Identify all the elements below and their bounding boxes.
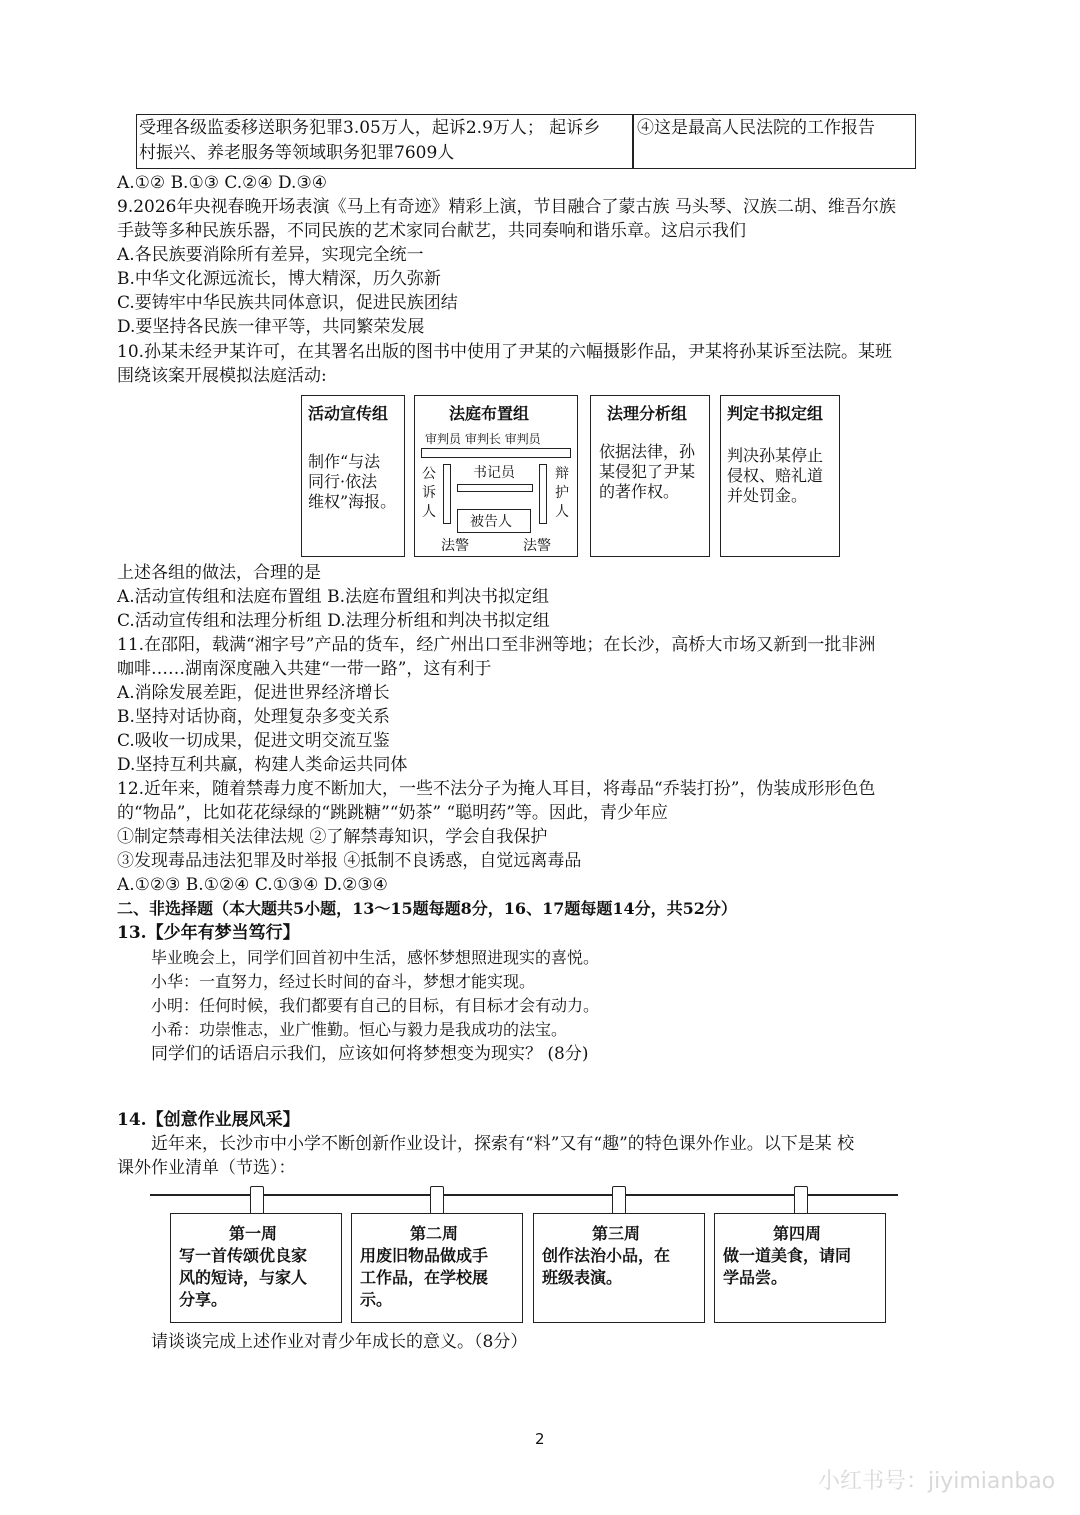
card-week3-line2: 班级表演。 (542, 1268, 623, 1287)
prosecutor-char-1: 公 (422, 466, 436, 482)
q14-question: 请谈谈完成上述作业对青少年成长的意义。（8分） (151, 1332, 528, 1352)
q12-statements-12: ①制定禁毒相关法律法规 ②了解禁毒知识，学会自我保护 (117, 827, 548, 847)
group-analysis-line1: 依据法律，孙 (599, 442, 696, 461)
group-publicity-line1: 制作“与法 (308, 452, 381, 471)
q13-title: 13.【少年有梦当笃行】 (117, 923, 300, 943)
group-judgment-line2: 侵权、赔礼道 (727, 466, 824, 485)
card-week4-line2: 学品尝。 (723, 1268, 788, 1287)
defender-char-1: 辩 (555, 466, 569, 482)
homework-card-week1 (170, 1213, 342, 1323)
q9-stem-1: 9.2026年央视春晚开场表演《马上有奇迹》精彩上演，节目融合了蒙古族 马头琴、汉族二胡、维吾尔族 (117, 197, 896, 217)
group-judgment-title: 判定书拟定组 (727, 404, 824, 423)
group-publicity-line2: 同行·依法 (308, 472, 378, 491)
q10-options-cd: C.活动宣传组和法理分析组 D.法理分析组和判决书拟定组 (117, 611, 550, 631)
group-publicity (301, 395, 405, 557)
table-right-cell: ④这是最高人民法院的工作报告 (637, 118, 875, 138)
card-week2-title: 第二周 (410, 1224, 459, 1243)
card-week4-title: 第四周 (773, 1224, 822, 1243)
q11-stem-1: 11.在邵阳，载满“湘字号”产品的货车，经广州出口至非洲等地；在长沙，高桥大市场又新到一批非洲 (117, 635, 876, 655)
q13-line-1: 毕业晚会上，同学们回首初中生活，感怀梦想照进现实的喜悦。 (151, 948, 600, 967)
card-week2-line3: 示。 (360, 1290, 393, 1309)
group-judgment-line3: 并处罚金。 (727, 486, 808, 505)
q11-option-d: D.坚持互利共赢，构建人类命运共同体 (117, 755, 408, 775)
q10-stem-1: 10.孙某未经尹某许可，在其署名出版的图书中使用了尹某的六幅摄影作品，尹某将孙某诉至法院。某班 (117, 342, 893, 362)
group-analysis-title: 法理分析组 (607, 404, 688, 423)
q12-statements-34: ③发现毒品违法犯罪及时举报 ④抵制不良诱惑，自觉远离毒品 (117, 851, 582, 871)
q9-option-c: C.要铸牢中华民族共同体意识，促进民族团结 (117, 293, 458, 313)
table-left-line1: 受理各级监委移送职务犯罪3.05万人，起诉2.9万人； 起诉乡 (139, 118, 601, 138)
q14-title: 14.【创意作业展风采】 (117, 1110, 300, 1130)
group-judgment-drafting (720, 395, 840, 557)
q9-option-b: B.中华文化源远流长，博大精深，历久弥新 (117, 269, 441, 289)
group-publicity-line3: 维权”海报。 (308, 492, 397, 511)
prosecutor-desk (443, 464, 451, 524)
defendant-box (457, 509, 531, 533)
card-week4-line1: 做一道美食，请同 (723, 1246, 852, 1265)
q13-line-3: 小明：任何时候，我们都要有自己的目标，有目标才会有动力。 (151, 996, 600, 1015)
defender-char-2: 护 (555, 485, 569, 501)
q10-options-ab: A.活动宣传组和法庭布置组 B.法庭布置组和判决书拟定组 (117, 587, 549, 607)
homework-card-week4 (714, 1213, 886, 1323)
q8-options: A.①② B.①③ C.②④ D.③④ (117, 173, 327, 193)
q11-stem-2: 咖啡……湖南深度融入共建“一带一路”，这有利于 (117, 659, 492, 679)
q10-after: 上述各组的做法，合理的是 (117, 563, 321, 583)
group-analysis-line2: 某侵犯了尹某 (599, 462, 696, 481)
clerk-label: 书记员 (473, 465, 515, 481)
police-right: 法警 (523, 538, 551, 554)
card-week1-line1: 写一首传颂优良家 (179, 1246, 308, 1265)
q9-stem-2: 手鼓等多种民族乐器，不同民族的艺术家同台献艺，共同奏响和谐乐章。这启示我们 (117, 221, 746, 241)
prosecutor-char-2: 诉 (422, 485, 436, 501)
q11-option-c: C.吸收一切成果，促进文明交流互鉴 (117, 731, 390, 751)
q13-line-2: 小华：一直努力，经过长时间的奋斗，梦想才能实现。 (151, 972, 536, 991)
watermark: 小红书号：jiyimianbao (818, 1469, 1056, 1494)
table-left-line2: 村振兴、养老服务等领域职务犯罪7609人 (139, 143, 455, 163)
q13-question: 同学们的话语启示我们，应该如何将梦想变为现实？ (8分) (151, 1044, 589, 1064)
top-table (136, 114, 916, 169)
defender-desk (539, 464, 547, 524)
q11-option-a: A.消除发展差距，促进世界经济增长 (117, 683, 390, 703)
card-week2-line2: 工作品，在学校展 (360, 1268, 489, 1287)
card-week1-line2: 风的短诗，与家人 (179, 1268, 308, 1287)
q12-stem-1: 12.近年来，随着禁毒力度不断加大，一些不法分子为掩人耳目，将毒品“乔装打扮”，伪装成形形色色 (117, 779, 876, 799)
q14-line-1: 近年来，长沙市中小学不断创新作业设计，探索有“料”又有“趣”的特色课外作业。以下是某 校 (151, 1134, 855, 1154)
table-divider (632, 115, 634, 168)
q10-stem-2: 围绕该案开展模拟法庭活动: (117, 366, 327, 386)
q9-option-d: D.要坚持各民族一律平等，共同繁荣发展 (117, 317, 425, 337)
group-analysis-line3: 的著作权。 (599, 482, 680, 501)
q11-option-b: B.坚持对话协商，处理复杂多变关系 (117, 707, 390, 727)
q13-line-4: 小希：功崇惟志，业广惟勤。恒心与毅力是我成功的法宝。 (151, 1020, 568, 1039)
section-2-heading: 二、非选择题（本大题共5小题，13～15题每题8分，16、17题每题14分，共52分） (117, 899, 737, 918)
group-publicity-title: 活动宣传组 (308, 404, 389, 423)
defendant-label: 被告人 (470, 514, 512, 530)
clerk-desk (457, 484, 533, 492)
homework-card-week3 (533, 1213, 705, 1323)
group-legal-analysis (590, 395, 710, 557)
judges-label: 审判员 审判长 审判员 (425, 432, 541, 446)
q9-option-a: A.各民族要消除所有差异，实现完全统一 (117, 245, 424, 265)
group-court-title: 法庭布置组 (449, 404, 530, 423)
judge-bench (421, 448, 571, 458)
group-judgment-line1: 判决孙某停止 (727, 446, 824, 465)
card-week1-line3: 分享。 (179, 1290, 228, 1309)
card-week3-title: 第三周 (592, 1224, 641, 1243)
q12-choices: A.①②③ B.①②④ C.①③④ D.②③④ (117, 875, 388, 895)
prosecutor-char-3: 人 (422, 504, 436, 520)
page-number: 2 (535, 1430, 545, 1448)
group-court-layout (414, 395, 578, 557)
card-week3-line1: 创作法治小品，在 (542, 1246, 671, 1265)
q14-line-2: 课外作业清单（节选）： (117, 1158, 296, 1178)
defender-char-3: 人 (555, 504, 569, 520)
police-left: 法警 (441, 538, 469, 554)
homework-card-week2 (351, 1213, 523, 1323)
card-week1-title: 第一周 (229, 1224, 278, 1243)
card-week2-line1: 用废旧物品做成手 (360, 1246, 489, 1265)
q12-stem-2: 的“物品”，比如花花绿绿的“跳跳糖”“奶茶” “聪明药”等。因此，青少年应 (117, 803, 668, 823)
